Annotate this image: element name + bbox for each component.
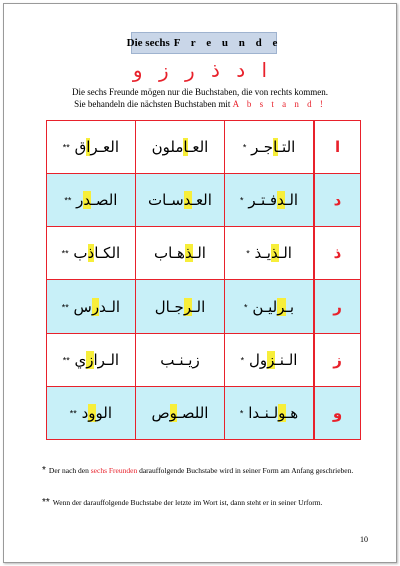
word-cell — [225, 333, 314, 386]
table-row — [47, 227, 361, 280]
highlighted-letter: ز — [86, 350, 94, 369]
row-letter: ا — [315, 121, 361, 174]
word-cell — [225, 227, 314, 280]
column-gap — [314, 386, 315, 439]
word-part: بـ — [285, 297, 295, 316]
arabic-word — [160, 351, 199, 369]
arabic-word — [74, 298, 121, 316]
highlighted-letter: د — [277, 191, 285, 210]
word-part: الكـا — [94, 244, 121, 263]
word-cell — [225, 280, 314, 333]
letters-table — [46, 120, 361, 440]
intro-text — [0, 86, 400, 110]
highlighted-letter: ذ — [270, 244, 279, 263]
word-part: العـ — [187, 138, 209, 157]
word-part: س — [73, 297, 92, 316]
word-part: فـتـر — [248, 191, 278, 210]
highlighted-letter: د — [183, 191, 192, 210]
highlighted-letter: ز — [267, 350, 276, 369]
footnote-1-pre: Der nach den — [48, 466, 91, 475]
arabic-word — [252, 298, 294, 316]
arabic-word — [73, 244, 120, 262]
table-row — [47, 121, 361, 174]
highlighted-letter: و — [278, 403, 286, 422]
arabic-word — [248, 404, 298, 422]
table-row — [47, 333, 361, 386]
word-part: جـر — [251, 138, 274, 157]
highlighted-letter: ذ — [87, 244, 95, 263]
row-letter: ر — [315, 280, 361, 333]
footnote-2-text: Wenn der darauffolgende Buchstabe der letzte im Wort ist, dann steht er in seiner Urform. — [52, 498, 323, 507]
row-letter: ز — [315, 333, 361, 386]
word-part: الـ — [192, 244, 206, 263]
word-cell — [47, 333, 136, 386]
word-part: الـ — [192, 297, 206, 316]
word-part: ي — [74, 350, 87, 369]
word-cell — [135, 227, 224, 280]
letters-row: ا د ذ ر ز و — [132, 58, 268, 82]
arabic-word — [75, 138, 119, 156]
arabic-word — [151, 404, 208, 422]
page-number: 10 — [360, 535, 368, 544]
word-cell — [47, 174, 136, 227]
word-cell — [225, 174, 314, 227]
footnote-marker: * — [244, 302, 248, 313]
footnote-2 — [42, 498, 362, 508]
word-part: ليـن — [252, 297, 278, 316]
highlighted-letter: ر — [91, 297, 100, 316]
footnote-marker: * — [246, 248, 250, 259]
word-part: ب — [73, 244, 88, 263]
footnote-marker: ** — [61, 248, 69, 259]
word-part: هـ — [285, 403, 299, 422]
word-part: لـنـدا — [248, 403, 279, 422]
highlighted-letter: د — [83, 191, 92, 210]
arabic-word — [152, 138, 209, 156]
letters-table-body — [47, 121, 361, 440]
row-letter: د — [315, 174, 361, 227]
column-gap — [314, 227, 315, 280]
table-row — [47, 174, 361, 227]
highlighted-letter: ر — [277, 297, 286, 316]
intro-line-2-text: Sie behandeln die nächsten Buchstaben mit — [74, 99, 233, 109]
highlighted-letter: ا — [183, 138, 188, 157]
footnote-marker: * — [242, 142, 247, 153]
word-part: الصـ — [91, 191, 118, 210]
word-part: جـال — [154, 297, 184, 316]
table-row — [47, 280, 361, 333]
column-gap — [314, 333, 315, 386]
word-part: الـ — [284, 191, 299, 210]
arabic-word — [75, 351, 120, 369]
page-title — [126, 32, 282, 54]
intro-line-2 — [0, 98, 400, 110]
word-part: يـذ — [254, 244, 271, 263]
title-spaced: F r e u n d e — [173, 37, 282, 49]
word-part: الـرا — [93, 350, 120, 369]
highlighted-letter: و — [88, 403, 96, 422]
highlighted-letter: ذ — [184, 244, 193, 263]
word-part: العـ — [191, 191, 212, 210]
word-cell — [225, 386, 314, 439]
word-part: هـاب — [153, 244, 185, 263]
highlighted-letter: ا — [273, 138, 278, 157]
arabic-word — [154, 244, 206, 262]
arabic-word — [155, 298, 206, 316]
table-row — [47, 386, 361, 439]
column-gap — [314, 121, 315, 174]
arabic-word — [148, 191, 212, 209]
highlighted-letter: ر — [183, 297, 193, 316]
footnote-marker: ** — [62, 142, 70, 153]
word-part: سـات — [148, 191, 184, 210]
word-part: الو — [95, 403, 113, 422]
arabic-word — [76, 191, 117, 209]
word-part: العـر — [90, 138, 120, 157]
word-cell — [135, 174, 224, 227]
title-prefix: Die sechs — [126, 37, 170, 49]
row-letter: ذ — [315, 227, 361, 280]
word-cell — [225, 121, 314, 174]
word-part: الـ — [278, 244, 292, 263]
word-cell — [135, 386, 224, 439]
word-cell — [135, 280, 224, 333]
word-part: اللصـ — [177, 403, 209, 422]
word-part: الـنـ — [275, 350, 298, 369]
footnote-marker: ** — [62, 355, 70, 366]
word-part: ر — [76, 191, 84, 210]
arabic-word — [251, 138, 295, 156]
arabic-word — [248, 191, 298, 209]
footnote-marker: * — [240, 195, 244, 206]
footnote-2-symbol: ** — [42, 497, 50, 508]
footnote-marker: ** — [69, 408, 77, 419]
highlighted-letter: ا — [86, 138, 91, 157]
intro-line-2-red: A b s t a n d ! — [232, 99, 326, 109]
word-cell — [47, 386, 136, 439]
footnote-marker: * — [240, 355, 245, 366]
word-cell — [47, 121, 136, 174]
intro-line-1: Die sechs Freunde mögen nur die Buchstaben, die von rechts kommen. — [72, 87, 328, 97]
arabic-word — [249, 351, 298, 369]
word-cell — [135, 121, 224, 174]
word-part: ص — [151, 403, 170, 422]
column-gap — [314, 174, 315, 227]
word-part: زيـنـب — [160, 350, 200, 369]
word-part: ق — [74, 138, 87, 157]
footnote-1 — [42, 466, 362, 476]
word-cell — [47, 227, 136, 280]
word-part: د — [81, 403, 89, 422]
arabic-word — [254, 244, 291, 262]
row-letter: و — [315, 386, 361, 439]
word-part: الـد — [99, 297, 121, 316]
arabic-word — [82, 404, 112, 422]
highlighted-letter: و — [169, 403, 178, 422]
footnote-1-symbol: * — [42, 465, 46, 476]
footnote-1-post: darauffolgende Buchstabe wird in seiner Form am Anfang geschrieben. — [137, 466, 354, 475]
column-gap — [314, 280, 315, 333]
footnote-1-red: sechs Freunden — [90, 466, 138, 475]
word-cell — [135, 333, 224, 386]
footnote-marker: * — [239, 408, 244, 419]
word-cell — [47, 280, 136, 333]
word-part: ملون — [151, 138, 184, 157]
word-part: التـ — [277, 138, 296, 157]
footnote-marker: ** — [64, 195, 72, 206]
footnote-marker: ** — [61, 302, 69, 313]
word-part: ول — [248, 350, 268, 369]
